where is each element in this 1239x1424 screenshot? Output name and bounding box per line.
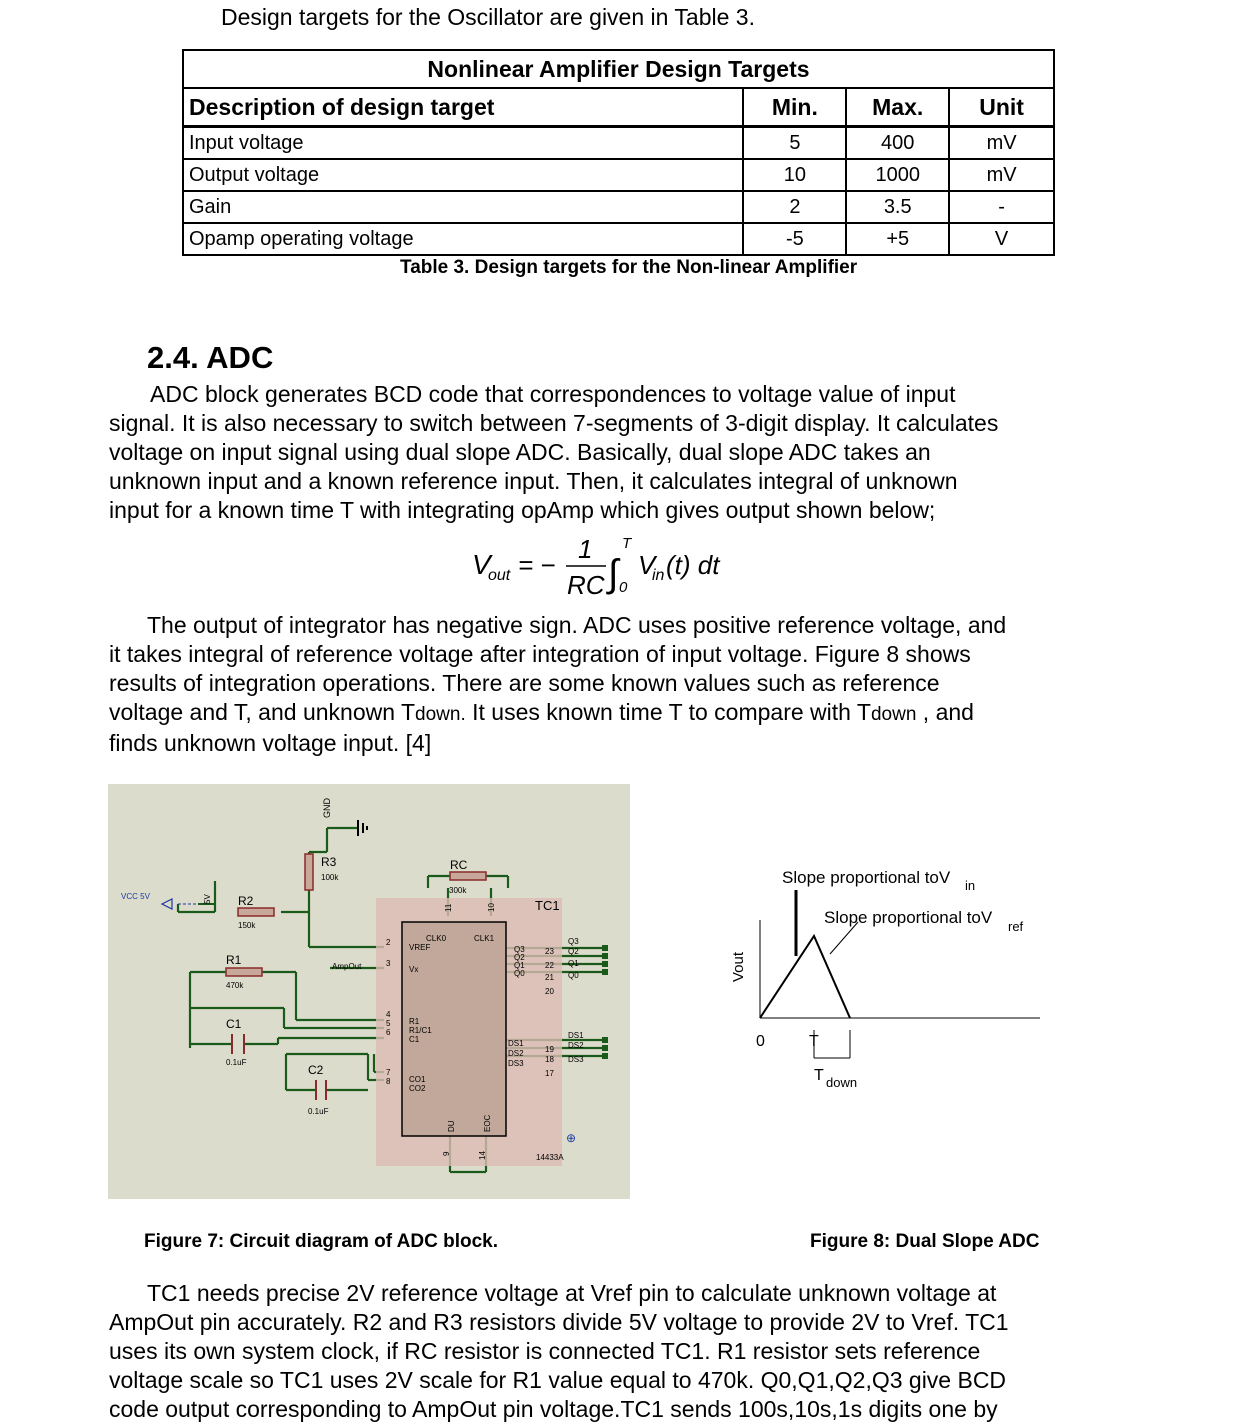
output-label: Q3 (568, 937, 579, 946)
pin-label: R1/C1 (409, 1026, 432, 1035)
label-c2: C2 (308, 1063, 324, 1077)
label-slope-ref: Slope proportional toV (824, 908, 993, 927)
label-r2: R2 (238, 894, 254, 908)
pin-label-clk1: CLK1 (474, 934, 495, 943)
label-tdown-sub: down (826, 1075, 858, 1090)
label-tc1: TC1 (535, 898, 560, 913)
pin-number: 9 (442, 1151, 451, 1156)
pin-label-clk0: CLK0 (426, 934, 447, 943)
paragraph-line: signal. It is also necessary to switch between 7-segments of 3-digit display. It calculates (109, 410, 999, 436)
table-row (183, 127, 1054, 160)
label-vcc: VCC 5V (121, 892, 150, 901)
eq-tail: (t) dt (666, 550, 720, 580)
pin-number: 10 (487, 903, 496, 912)
paragraph-line: voltage scale so TC1 uses 2V scale for R1 value equal to 470k. Q0,Q1,Q2,Q3 give BCD (109, 1367, 1007, 1393)
table-header: Unit (949, 88, 1054, 127)
eq-lhs: V (472, 549, 491, 580)
eq-lhs-sub: out (488, 567, 511, 584)
table-cell: 1000 (846, 159, 949, 191)
label-tdown: T (814, 1067, 824, 1084)
pin-label: EOC (483, 1114, 492, 1132)
label-rc: RC (450, 858, 468, 872)
paragraph-line: uses its own system clock, if RC resistor is connected TC1. R1 resistor sets reference (109, 1338, 981, 1364)
figure-7-caption: Figure 7: Circuit diagram of ADC block. (144, 1231, 499, 1252)
pin-number: 7 (386, 1068, 391, 1077)
label-r3-value: 100k (321, 873, 339, 882)
text-span: down (870, 704, 917, 725)
label-r1-value: 470k (226, 981, 244, 990)
design-targets-table (182, 49, 1055, 256)
label-slope-in: Slope proportional toV (782, 868, 951, 887)
label-vout: Vout (730, 951, 747, 982)
label-ampout: AmpOut (332, 962, 362, 971)
paragraph-line: code output corresponding to AmpOut pin voltage.TC1 sends 100s,10s,1s digits one by (109, 1396, 998, 1422)
table-cell: V (949, 223, 1054, 255)
output-label: DS1 (568, 1031, 584, 1040)
paragraph-line: unknown input and a known reference input. Then, it calculates integral of unknown (109, 468, 958, 494)
eq-integrand: V (638, 550, 656, 580)
section-heading: 2.4. ADC (147, 340, 274, 375)
intro-text: Design targets for the Oscillator are given in Table 3. (221, 4, 755, 30)
paragraph-line: it takes integral of reference voltage after integration of input voltage. Figure 8 shows (109, 641, 971, 667)
figure-8-caption: Figure 8: Dual Slope ADC (810, 1231, 1040, 1252)
eq-integrand-sub: in (652, 567, 665, 584)
table-header-row (183, 88, 1054, 127)
pin-label: DS3 (508, 1059, 524, 1068)
pin-number: 11 (444, 903, 453, 912)
paragraph-line: AmpOut pin accurately. R2 and R3 resistors divide 5V voltage to provide 2V to Vref. TC1 (109, 1309, 1009, 1335)
pin-number: 20 (545, 987, 554, 996)
paragraph-line: TC1 needs precise 2V reference voltage at Vref pin to calculate unknown voltage at (147, 1280, 997, 1306)
origin-marker-icon: ⊕ (566, 1131, 577, 1145)
paragraph-integrator (109, 611, 1109, 758)
table-row (183, 159, 1054, 191)
eq-lower-limit: 0 (619, 579, 628, 596)
capacitor-c2-icon (316, 1080, 326, 1100)
table-cell: +5 (846, 223, 949, 255)
label-gnd: GND (322, 798, 332, 818)
paragraph-adc-intro (109, 380, 1109, 525)
adc-circuit-diagram (108, 784, 630, 1199)
eq-denominator: RC (567, 570, 605, 600)
pin-label: C1 (409, 1035, 420, 1044)
table-row (183, 223, 1054, 255)
table-cell: 10 (743, 159, 846, 191)
pin-number: 3 (386, 959, 391, 968)
text-span: voltage and T, and unknown T (109, 699, 416, 725)
pin-label: CO1 (409, 1075, 426, 1084)
pin-label: R1 (409, 1017, 420, 1026)
output-label: Q0 (568, 971, 579, 980)
text-span: , and (916, 699, 974, 725)
label-r1: R1 (226, 953, 242, 967)
table-header: Min. (743, 88, 846, 127)
label-5v: 5V (203, 894, 212, 904)
label-c1: C1 (226, 1017, 242, 1031)
text-span: It uses known time T to compare with T (465, 699, 871, 725)
integral-sign-icon: ∫ (608, 553, 619, 595)
pin-number: 4 (386, 1010, 391, 1019)
table-cell: 2 (743, 191, 846, 223)
resistor-rc-icon (450, 872, 486, 880)
table-cell: mV (949, 127, 1054, 160)
label-t: T (809, 1033, 819, 1050)
pin-number: 14 (478, 1151, 487, 1160)
pin-number: 17 (545, 1069, 554, 1078)
capacitor-c1-icon (232, 1034, 244, 1054)
pin-label: DS1 (508, 1039, 524, 1048)
paragraph-line: The output of integrator has negative sign. ADC uses positive reference voltage, and (147, 612, 1007, 638)
label-c2-value: 0.1uF (308, 1107, 329, 1116)
table-row (183, 191, 1054, 223)
pin-number: 19 (545, 1045, 554, 1054)
pin-label: Q3 (514, 945, 525, 954)
output-label: Q1 (568, 959, 579, 968)
label-rc-value: 300k (449, 886, 467, 895)
table-cell: -5 (743, 223, 846, 255)
dual-slope-graph (720, 860, 1060, 1100)
table-cell: Gain (183, 191, 743, 223)
pin-label: VREF (409, 943, 431, 952)
paragraph-line: results of integration operations. There are some known values such as reference (109, 670, 940, 696)
table-cell: 5 (743, 127, 846, 160)
label-chip: 14433A (536, 1153, 564, 1162)
integrator-equation (472, 534, 732, 602)
pin-label: Q2 (514, 953, 525, 962)
pin-label: CO2 (409, 1084, 426, 1093)
text-span: down. (415, 704, 466, 725)
paragraph-line: ADC block generates BCD code that correspondences to voltage value of input (150, 381, 956, 407)
table-cell: Output voltage (183, 159, 743, 191)
paragraph-tc1 (109, 1279, 1109, 1424)
pin-number: 22 (545, 961, 554, 970)
pin-number: 5 (386, 1019, 391, 1028)
pin-number: 6 (386, 1028, 391, 1037)
paragraph-line: voltage on input signal using dual slope ADC. Basically, dual slope ADC takes an (109, 439, 931, 465)
eq-upper-limit: T (622, 535, 632, 552)
pin-label: Q1 (514, 961, 525, 970)
table-caption: Table 3. Design targets for the Non-linear Amplifier (400, 257, 858, 278)
pin-label: DS2 (508, 1049, 524, 1058)
table-title: Nonlinear Amplifier Design Targets (183, 50, 1054, 88)
label-c1-value: 0.1uF (226, 1058, 247, 1067)
table-cell: 400 (846, 127, 949, 160)
table-header: Max. (846, 88, 949, 127)
paragraph-line: input for a known time T with integrating opAmp which gives output shown below; (109, 497, 936, 523)
pin-label: DU (447, 1120, 456, 1132)
pin-number: 8 (386, 1077, 391, 1086)
output-label: Q2 (568, 947, 579, 956)
pin-number: 2 (386, 938, 391, 947)
resistor-r1-icon (226, 968, 262, 976)
resistor-r2-icon (238, 908, 274, 916)
resistor-r3-icon (305, 854, 313, 890)
output-label: DS3 (568, 1055, 584, 1064)
label-zero: 0 (756, 1033, 765, 1050)
output-label: DS2 (568, 1041, 584, 1050)
pin-number: 21 (545, 973, 554, 982)
paragraph-line (109, 698, 1109, 729)
table-cell: - (949, 191, 1054, 223)
pin-number: 23 (545, 947, 554, 956)
table-cell: Input voltage (183, 127, 743, 160)
table-header: Description of design target (183, 88, 743, 127)
pin-label: Vx (409, 965, 419, 974)
label-r3: R3 (321, 855, 337, 869)
table-cell: mV (949, 159, 1054, 191)
label-slope-in-sub: in (965, 878, 976, 893)
pin-number: 18 (545, 1055, 554, 1064)
table-cell: 3.5 (846, 191, 949, 223)
pin-label: Q0 (514, 969, 525, 978)
label-r2-value: 150k (238, 921, 256, 930)
label-slope-ref-sub: ref (1008, 919, 1024, 934)
paragraph-line: finds unknown voltage input. [4] (109, 730, 432, 756)
eq-sign: = − (518, 550, 556, 580)
eq-numerator: 1 (578, 534, 593, 564)
table-cell: Opamp operating voltage (183, 223, 743, 255)
